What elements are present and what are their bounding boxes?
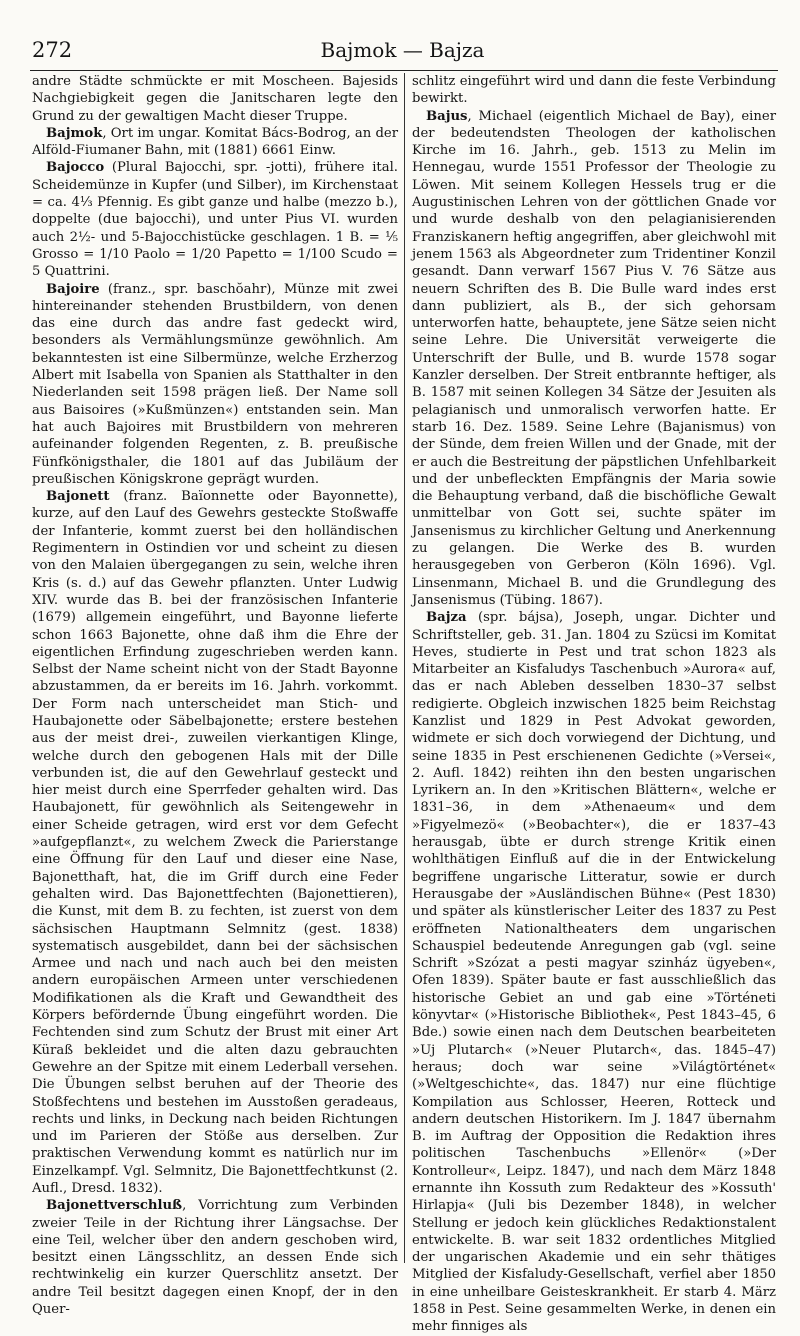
left-column (32, 73, 399, 1318)
entry-headword: Bajmok (46, 125, 103, 141)
entry-headword: Bajonett (46, 489, 110, 505)
paragraph-continuation: schlitz eingeführt wird und dann die feste Verbindung bewirkt. (412, 74, 776, 107)
entry-headword: Bajus (426, 108, 468, 124)
header-rule (30, 70, 778, 71)
entry-headword: Bajza (426, 610, 467, 626)
entry-headword: Bajonettverschluß (46, 1198, 183, 1214)
running-title: Bajmok — Bajza (320, 38, 485, 62)
entry-bajus (412, 108, 776, 610)
entry-headword: Bajocco (46, 160, 105, 176)
entry-text: (Plural Bajocchi, spr. -jotti), frühere ital. Scheidemünze in Kupfer (und Silber), im Kirchenstaat = ca. 4⅓ Pfennig. Es gibt ganze und halbe (mezzo b.), doppelte (due bajocchi), und unter Pius VI. wurden auch 2½- und 5-Bajocchistücke geschlagen. 1 B. = ⅕ Grosso = 1/10 Paolo = 1/20 Papetto = 1/100 Scudo = 5 Quattrini. (32, 160, 398, 280)
entry-bajonett (32, 488, 398, 1197)
page-header (30, 36, 775, 66)
page-number: 272 (32, 38, 73, 62)
column-divider (404, 73, 405, 1263)
entry-bajoire (32, 281, 398, 489)
entry-text: , Michael (eigentlich Michael de Bay), einer der bedeutendsten Theologen der katholischen Kirche im 16. Jahrh., geb. 1513 zu Melin im Hennegau, wurde 1551 Professor der Theologie zu Löwen. Mit seinem Kollegen Hessels trug er die Augustinischen Lehren von der göttlichen Gnade vor und wurde deshalb von den pelagianisierenden Franziskanern heftig angegriffen, aber gleichwohl mit jenem 1563 als Abgeordneter zum Tridentiner Konzil gesandt. Dann verwarf 1567 Pius V. 76 Sätze aus neuern Schriften des B. Die Bulle ward indes erst dann publiziert, als B., der sich gehorsam unterworfen hatte, behauptete, jene Sätze seien nicht seine Lehre. Die Universität verweigerte die Unterschrift der Bulle, und B. wurde 1578 sogar Kanzler derselben. Der Streit entbrannte heftiger, als B. 1587 mit seinen Kollegen 34 Sätze der Jesuiten als pelagianisch und unmoralisch verworfen hatte. Er starb 16. Dez. 1589. Seine Lehre (Bajanismus) von der Sünde, dem freien Willen und der Gnade, mit der er auch die Bestreitung der päpstlichen Unfehlbarkeit und der unbefleckten Empfängnis der Maria sowie die Behauptung verband, daß die bischöfliche Gewalt unmittelbar von Gott sei, suchte später im Jansenismus zu kirchlicher Geltung und Anerkennung zu gelangen. Die Werke des B. wurden herausgegeben von Gerberon (Köln 1696). Vgl. Linsenmann, Michael B. und die Grundlegung des Jansenismus (Tübing. 1867). (412, 108, 776, 608)
entry-text: , Ort im ungar. Komitat Bács-Bodrog, an der Alföld-Fiumaner Bahn, mit (1881) 6661 Einw. (32, 125, 399, 159)
entry-bajonettverschluss (32, 1197, 398, 1318)
entry-headword: Bajoire (46, 281, 100, 297)
entry-bajmok (32, 125, 398, 160)
right-column (412, 73, 776, 1335)
entry-bajza (412, 609, 776, 1335)
paragraph-continuation: andre Städte schmückte er mit Moscheen. Bajesids Nachgiebigkeit gegen die Janitscharen legte den Grund zu der gewaltigen Macht dieser Truppe. (32, 74, 398, 124)
entry-text: (franz., spr. baschŏahr), Münze mit zwei hintereinander stehenden Brustbildern, von denen das eine durch das andre fast gedeckt wird, besonders als Vermählungsmünze gewöhnlich. Am bekanntesten ist eine Silbermünze, welche Erzherzog Albert mit Isabella von Spanien als Statthalter in den Niederlanden seit 1598 prägen ließ. Der Name soll aus Baisoires (»Kußmünzen«) entstanden sein. Man hat auch Bajoires mit Brustbildern von mehreren aufeinander folgenden Regenten, z. B. preußische Fünfkönigsthaler, die 1801 auf das Jubiläum der preußischen Königskrone geprägt wurden. (32, 281, 398, 487)
entry-text: (franz. Baïonnette oder Bayonnette), kurze, auf den Lauf des Gewehrs gesteckte Stoßwaffe der Infanterie, kommt zuerst bei den holländischen Regimentern in Ostindien vor und scheint zu diesen von den Malaien übergegangen zu sein, welche ihren Kris (s. d.) auf das Gewehr pflanzten. Unter Ludwig XIV. wurde das B. bei der französischen Infanterie (1679) allgemein eingeführt, und Bayonne lieferte schon 1663 Bajonette, ohne daß ihm die Ehre der eigentlichen Erfindung zugeschrieben werden kann. Selbst der Name scheint nicht von der Stadt Bayonne abzustammen, da er bereits im 16. Jahrh. vorkommt. Der Form nach unterscheidet man Stich- und Haubajonette oder Säbelbajonette; erstere bestehen aus der meist drei-, zuweilen vierkantigen Klinge, welche durch den gebogenen Hals mit der Dille verbunden ist, die auf den Gewehrlauf gesteckt und hier meist durch eine Sperrfeder gehalten wird. Das Haubajonett, für gewöhnlich als Seitengewehr in einer Scheide getragen, wird erst vor dem Gefecht »aufgepflanzt«, zu welchem Zweck die Parierstange eine Öffnung für den Lauf und dieser eine Nase, Bajonetthaft, hat, die im Griff durch eine Feder gehalten wird. Das Bajonettfechten (Bajonettieren), die Kunst, mit dem B. zu fechten, ist zuerst von dem sächsischen Hauptmann Selmnitz (gest. 1838) systematisch ausgebildet, dann bei der sächsischen Armee und nach und nach auch bei den meisten andern europäischen Armeen unter verschiedenen Modifikationen als die Kraft und Gewandtheit des Körpers befördernde Übung eingeführt worden. Die Fechtenden sind zum Schutz der Brust mit einer Art Küraß bekleidet und die alten dazu gebrauchten Gewehre an der Spitze mit einem Lederball versehen. Die Übungen selbst beruhen auf der Theorie des Stoßfechtens und bestehen im Ausstoßen geradeaus, rechts und links, in Deckung nach beiden Richtungen und im Parieren der Stöße aus derselben. Zur praktischen Verwendung kommt es natürlich nur im Einzelkampf. Vgl. Selmnitz, Die Bajonettfechtkunst (2. Aufl., Dresd. 1832). (32, 489, 398, 1196)
entry-text: (spr. bájsa), Joseph, ungar. Dichter und Schriftsteller, geb. 31. Jan. 1804 zu Szücsi im Komitat Heves, studierte in Pest und trat schon 1823 als Mitarbeiter an Kisfaludys Taschenbuch »Aurora« auf, das er nach Ableben desselben 1830–37 selbst redigierte. Obgleich inzwischen 1825 beim Reichstag Kanzlist und 1829 in Pest Advokat geworden, widmete er sich doch vorwiegend der Dichtung, und seine 1835 in Pest erschienenen Gedichte (»Versei«, 2. Aufl. 1842) reihten ihn den besten ungarischen Lyrikern an. In den »Kritischen Blättern«, welche er 1831–36, in dem »Athenaeum« und dem »Figyelmezö« (»Beobachter«), die er 1837–43 herausgab, übte er durch strenge Kritik einen wohlthätigen Einfluß auf die in der Entwickelung begriffene ungarische Litteratur, sowie er durch Herausgabe der »Ausländischen Bühne« (Pest 1830) und später als künstlerischer Leiter des 1837 zu Pest eröffneten Nationaltheaters dem ungarischen Schauspiel bedeutende Anregungen gab (vgl. seine Schrift »Szózat a pesti magyar szinház ügyeben«, Ofen 1839). Später baute er fast ausschließlich das historische Gebiet an und gab eine »Történeti könyvtar« (»Historische Bibliothek«, Pest 1843–45, 6 Bde.) sowie einen nach dem Deutschen bearbeiteten »Uj Plutarch« (»Neuer Plutarch«, das. 1845–47) heraus; doch war seine »Világtörténet« (»Weltgeschichte«, das. 1847) nur eine flüchtige Kompilation aus Schlosser, Heeren, Rotteck und andern deutschen Historikern. Im J. 1847 übernahm B. im Auftrag der Opposition die Redaktion ihres politischen Taschenbuchs »Ellenör« (»Der Kontrolleur«, Leipz. 1847), und nach dem März 1848 ernannte ihn Kossuth zum Redakteur des »Kossuth' Hirlapja« (Juli bis Dezember 1848), in welcher Stellung er jedoch kein glückliches Redaktionstalent entwickelte. B. war seit 1832 ordentliches Mitglied der ungarischen Akademie und ein sehr thätiges Mitglied der Kisfaludy-Gesellschaft, verfiel aber 1850 in eine unheilbare Geisteskrankheit. Er starb 4. März 1858 in Pest. Seine gesammelten Werke, in denen ein mehr finniges als (412, 610, 776, 1335)
entry-bajocco (32, 159, 398, 280)
entry-text: , Vorrichtung zum Verbinden zweier Teile in der Richtung ihrer Längsachse. Der eine Teil, welcher über den andern geschoben wird, besitzt einen Längsschlitz, an dessen Ende sich rechtwinkelig ein kurzer Querschlitz ansetzt. Der andre Teil besitzt dagegen einen Knopf, der in den Quer- (32, 1198, 398, 1318)
